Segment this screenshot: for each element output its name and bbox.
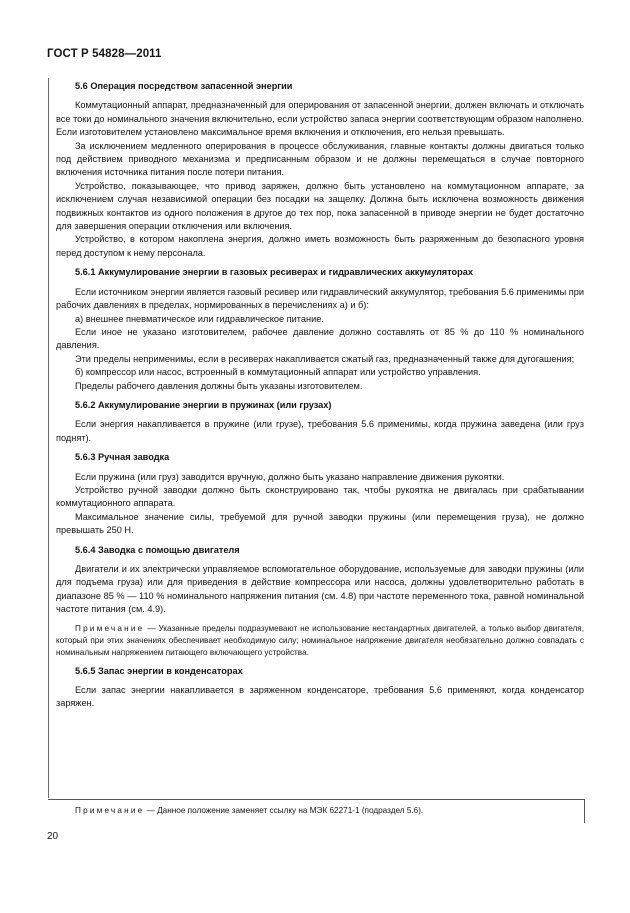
paragraph: Устройство, показывающее, что привод заряжен, должно быть установлено на коммутационном аппарате, за исключением случая независимой операции без посадки на защелку. Должна быть исключена возможность движения подвижных контактов из одного положения в другое до тех пор, пока запасенной в приводе энергии не будет достаточно для завершения операции отключения или включения. — [56, 180, 584, 232]
note — [56, 623, 584, 659]
paragraph: Если иное не указано изготовителем, рабочее давление должно составлять от 85 % до 110 % номинального давления. — [56, 326, 584, 351]
boxed-note — [48, 799, 585, 823]
section-heading: 5.6.3 Ручная заводка — [75, 452, 170, 463]
page-number: 20 — [47, 831, 59, 842]
paragraph: За исключением медленного оперирования в процессе обслуживания, главные контакты должны двигаться только под действием приводного механизма и предписанным образом и не должны перемещаться в случае повторного включения источника питания после потери питания. — [56, 140, 584, 178]
section-heading: 5.6.5 Запас энергии в конденсаторах — [75, 665, 243, 676]
paragraph: Если источником энергии является газовый ресивер или гидравлический аккумулятор, требования 5.6 применимы при рабочих давлениях в пределах, нормированных в перечислениях а) и б): — [56, 286, 584, 311]
paragraph: б) компрессор или насос, встроенный в коммутационный аппарат или устройство управления. — [75, 367, 481, 378]
paragraph: Коммутационный аппарат, предназначенный для оперирования от запасенной энергии, должен включать и отключать все токи до номинального значения включительно, если устройство запаса энергии соответствующим образом наполнено. Если изготовителем установлено максимальное время включения и отключения, его нельзя превышать. — [56, 100, 584, 138]
paragraph: Максимальное значение силы, требуемой для ручной заводки пружины (или перемещения груза), не должно превышать 250 Н. — [56, 511, 584, 536]
paragraph: Если пружина (или груз) заводится вручную, должно быть указано направление движения рукоятки. — [75, 471, 505, 482]
note-text: — Данное положение заменяет ссылку на МЭК 62271-1 (подраздел 5.6). — [146, 806, 424, 815]
section-heading: 5.6.1 Аккумулирование энергии в газовых ресиверах и гидравлических аккумуляторах — [75, 267, 473, 278]
paragraph: Устройство, в котором накоплена энергия, должно иметь возможность быть разряженным до безопасного уровня перед доступом к нему персонала. — [56, 234, 584, 258]
note-label: Примечание — [75, 623, 145, 633]
change-bar — [48, 78, 49, 798]
section-heading: 5.6.4 Заводка с помощью двигателя — [75, 544, 240, 555]
note-label: Примечание — [75, 806, 145, 815]
document-id: ГОСТ Р 54828—2011 — [47, 48, 162, 60]
paragraph: Пределы рабочего давления должны быть указаны изготовителем. — [75, 380, 363, 391]
paragraph: а) внешнее пневматическое или гидравлическое питание. — [75, 313, 324, 324]
paragraph: Эти пределы неприменимы, если в ресиверах накапливается сжатый газ, предназначенный также для дугогашения; — [75, 353, 575, 364]
note-text: — Указанные пределы подразумевают не использование нестандартных двигателей, а только выбор двигателя, который при этих значениях обеспечивает необходимую силу; номинальное напряжение двигателя необязательно должно совпадать с номинальным напряжением питающего включающего устройства. — [56, 623, 584, 657]
section-heading: 5.6.2 Аккумулирование энергии в пружинах (или грузах) — [75, 399, 332, 410]
paragraph: Если энергия накапливается в пружине (или грузе), требования 5.6 применимы, когда пружина заведена (или груз поднят). — [56, 419, 584, 443]
section-heading: 5.6 Операция посредством запасенной энергии — [75, 81, 293, 91]
paragraph: Двигатели и их электрически управляемое вспомогательное оборудование, используемые для заводки пружины (или для подъема груза) или для приведения в действие компрессора или насоса, должны удовлетворительно работать в диапазоне 85 % — 110 % номинального напряжения питания (см. 4.8) при частоте переменного тока, равной номинальной частоте питания (см. 4.9). — [56, 564, 584, 615]
paragraph: Если запас энергии накапливается в заряженном конденсаторе, требования 5.6 применяют, когда конденсатор заряжен. — [56, 685, 584, 709]
document-body — [56, 80, 584, 711]
paragraph: Устройство ручной заводки должно быть сконструировано так, чтобы рукоятка не двигалась при срабатывании коммутационного аппарата. — [56, 484, 584, 509]
